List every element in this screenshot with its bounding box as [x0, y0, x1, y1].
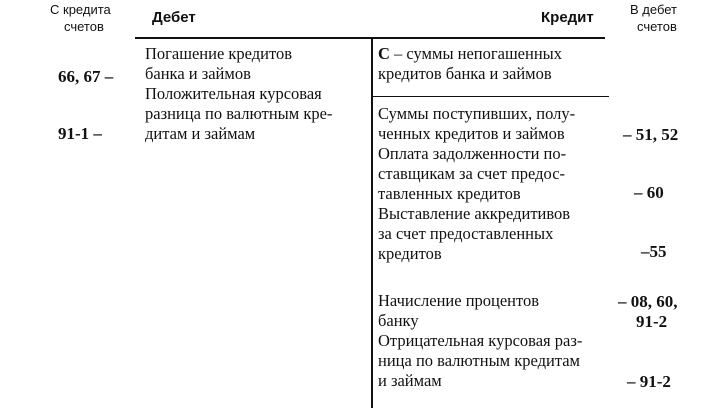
header-to-debit-accounts: В дебет: [630, 2, 678, 17]
debit-text-line: банка и займов: [145, 64, 251, 83]
credit-text-line: Суммы поступивших, полу-: [378, 104, 576, 123]
credit-account-91-2-second: – 91-2: [627, 372, 671, 391]
balance-separator-line: [371, 96, 609, 97]
credit-text-line: ставщикам за счет предос-: [378, 164, 566, 183]
credit-account-08-60: – 08, 60,: [618, 292, 678, 311]
debit-text-line: Погашение кредитов: [145, 44, 293, 63]
credit-account-51-52: – 51, 52: [623, 125, 679, 144]
credit-account-91-2: 91-2: [636, 312, 668, 331]
credit-text-line: ченных кредитов и займов: [378, 124, 565, 143]
credit-balance-line: [378, 45, 562, 63]
t-account-vertical-line: [371, 37, 373, 408]
debit-account-66-67: 66, 67 –: [58, 67, 114, 86]
credit-text-line: Оплата задолженности по-: [378, 144, 567, 163]
credit-text-line: банку: [378, 311, 419, 330]
credit-text-line: и займам: [378, 371, 442, 390]
balance-prefix: С: [378, 44, 390, 63]
credit-text-line: кредитов: [378, 244, 442, 263]
debit-text-line: Положительная курсовая: [145, 84, 322, 103]
header-credit: Кредит: [541, 9, 594, 26]
balance-text: – суммы непогашенных: [389, 44, 563, 63]
credit-text-line: ница по валютным кредитам: [378, 351, 580, 370]
debit-text-line: разница по валютным кре-: [145, 104, 333, 123]
header-from-credit-accounts: С кредита: [50, 2, 111, 17]
header-from-credit-accounts-2: счетов: [64, 19, 104, 34]
credit-text-line: Начисление процентов: [378, 291, 540, 310]
header-to-debit-accounts-2: счетов: [637, 19, 677, 34]
credit-text-line: тавленных кредитов: [378, 184, 521, 203]
credit-account-55: –55: [641, 242, 667, 261]
credit-text-line: Выставление аккредитивов: [378, 204, 571, 223]
credit-text-line: за счет предоставленных: [378, 224, 554, 243]
credit-balance-line-2: кредитов банка и займов: [378, 64, 552, 83]
credit-account-60: – 60: [634, 183, 664, 202]
debit-account-91-1: 91-1 –: [58, 124, 102, 143]
t-account-horizontal-line: [135, 37, 605, 39]
header-debit: Дебет: [152, 9, 196, 26]
credit-text-line: Отрицательная курсовая раз-: [378, 331, 583, 350]
debit-text-line: дитам и займам: [145, 124, 256, 143]
